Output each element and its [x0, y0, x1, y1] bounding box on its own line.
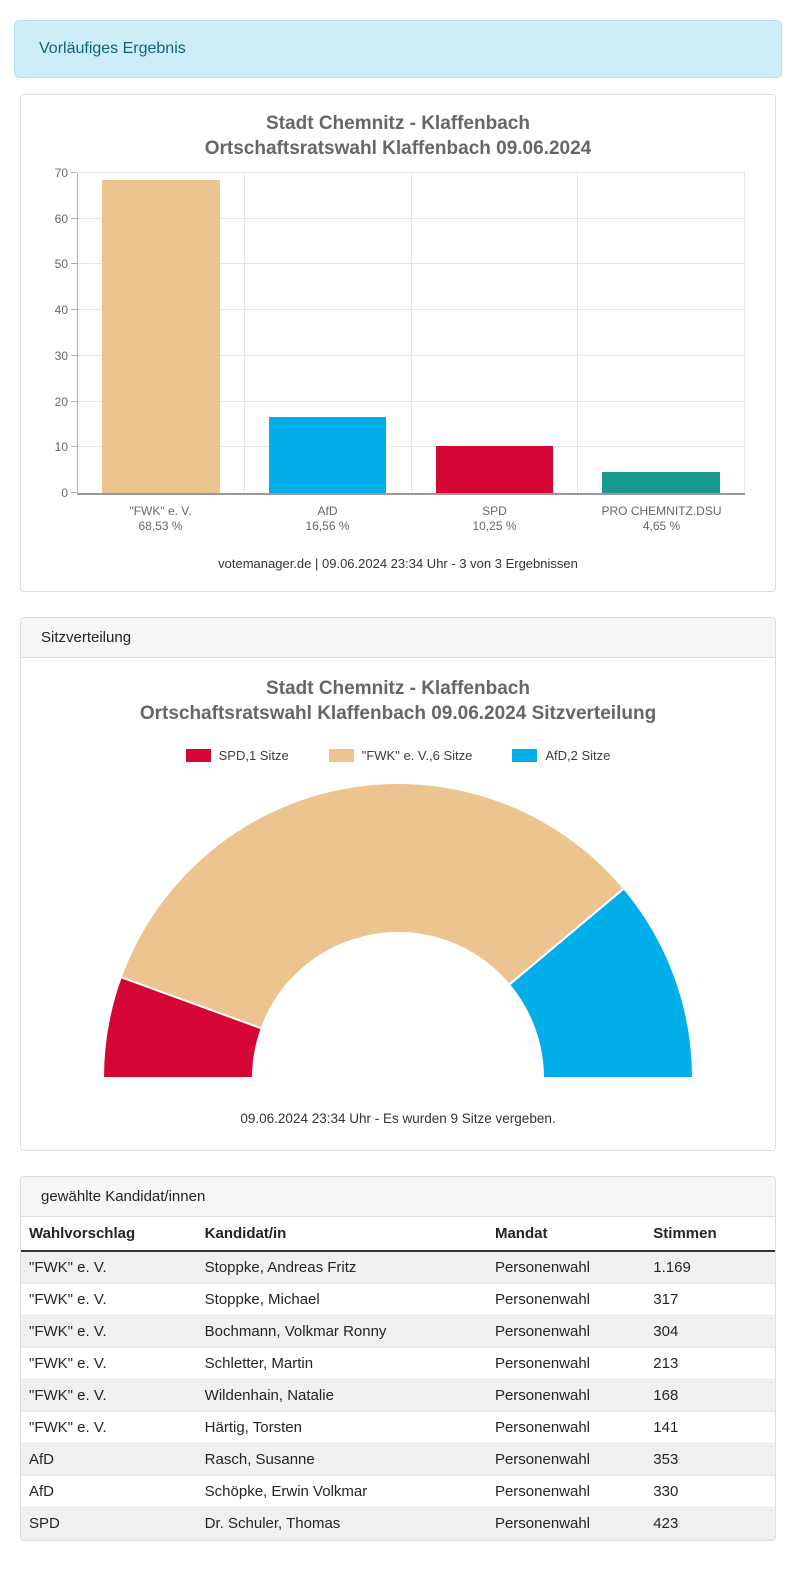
bar-category-cell [578, 173, 745, 493]
cell-mandat: Personenwahl [487, 1348, 645, 1380]
table-row [21, 1380, 775, 1412]
bar-chart-panel [20, 94, 776, 592]
bar-spd [436, 446, 554, 493]
x-axis-category-label [77, 504, 244, 534]
legend-label: SPD,1 Sitze [218, 748, 289, 763]
candidates-panel [20, 1176, 776, 1541]
cell-wahlvorschlag: AfD [21, 1444, 197, 1476]
x-axis-labels [77, 504, 745, 534]
y-axis-tick-label: 10 [54, 440, 68, 455]
donut-chart-legend [21, 748, 775, 763]
cell-mandat: Personenwahl [487, 1476, 645, 1508]
cell-mandat: Personenwahl [487, 1380, 645, 1412]
legend-swatch-spd [186, 749, 211, 762]
category-percent: 4,65 % [642, 519, 681, 533]
category-name: "FWK" e. V. [129, 504, 192, 518]
legend-label: "FWK" e. V.,6 Sitze [361, 748, 473, 763]
x-axis-category-label [411, 504, 578, 534]
cell-wahlvorschlag: SPD [21, 1508, 197, 1540]
bar-chart-caption: votemanager.de | 09.06.2024 23:34 Uhr - 3 von 3 Ergebnissen [218, 556, 578, 571]
y-axis-tick-mark [71, 401, 77, 402]
cell-kandidat-in: Bochmann, Volkmar Ronny [197, 1316, 487, 1348]
column-header-stimmen: Stimmen [645, 1217, 775, 1251]
candidates-panel-header: gewählte Kandidat/innen [21, 1177, 775, 1217]
y-axis-tick-label: 70 [54, 166, 68, 180]
bar-category-cell [412, 173, 579, 493]
cell-wahlvorschlag: AfD [21, 1476, 197, 1508]
y-axis-tick-label: 50 [54, 257, 68, 272]
cell-kandidat-in: Schöpke, Erwin Volkmar [197, 1476, 487, 1508]
cell-mandat: Personenwahl [487, 1508, 645, 1540]
seat-panel-body [21, 658, 775, 1150]
category-percent: 16,56 % [305, 519, 350, 533]
cell-kandidat-in: Wildenhain, Natalie [197, 1380, 487, 1412]
table-row [21, 1508, 775, 1540]
result-status-banner [14, 20, 782, 78]
y-axis-tick-label: 30 [54, 348, 68, 363]
table-row [21, 1412, 775, 1444]
cell-stimmen: 213 [645, 1348, 775, 1380]
candidates-table [21, 1217, 775, 1540]
cell-stimmen: 304 [645, 1316, 775, 1348]
legend-item-afd [512, 748, 610, 763]
table-row [21, 1316, 775, 1348]
bar-category-cell [78, 173, 245, 493]
y-axis-tick-label: 60 [54, 211, 68, 226]
legend-item-spd [186, 748, 289, 763]
category-percent: 10,25 % [472, 519, 517, 533]
cell-mandat: Personenwahl [487, 1316, 645, 1348]
cell-mandat: Personenwahl [487, 1251, 645, 1284]
cell-stimmen: 141 [645, 1412, 775, 1444]
cell-wahlvorschlag: "FWK" e. V. [21, 1412, 197, 1444]
cell-stimmen: 1.169 [645, 1251, 775, 1284]
cell-kandidat-in: Dr. Schuler, Thomas [197, 1508, 487, 1540]
cell-kandidat-in: Rasch, Susanne [197, 1444, 487, 1476]
y-axis-tick-mark [71, 263, 77, 264]
y-axis-tick-label: 0 [61, 486, 68, 500]
cell-stimmen: 168 [645, 1380, 775, 1412]
cell-stimmen: 353 [645, 1444, 775, 1476]
legend-swatch-fwk-e-v [329, 749, 354, 762]
seat-panel-header: Sitzverteilung [21, 618, 775, 658]
donut-chart-title: Stadt Chemnitz - Klaffenbach [266, 678, 530, 699]
bar-chart-plot-area [54, 166, 745, 500]
result-status-text: Vorläufiges Ergebnis [39, 40, 186, 57]
category-name: PRO CHEMNITZ.DSU [601, 504, 722, 518]
column-header-wahlvorschlag: Wahlvorschlag [21, 1217, 197, 1251]
cell-mandat: Personenwahl [487, 1444, 645, 1476]
bar-cells [78, 173, 745, 493]
table-row [21, 1444, 775, 1476]
seat-distribution-panel [20, 617, 776, 1151]
cell-stimmen: 423 [645, 1508, 775, 1540]
y-axis-tick-mark [71, 492, 77, 493]
table-row [21, 1476, 775, 1508]
column-header-mandat: Mandat [487, 1217, 645, 1251]
x-axis-category-label [244, 504, 411, 534]
table-row [21, 1251, 775, 1284]
column-header-kandidat: Kandidat/in [197, 1217, 487, 1251]
cell-wahlvorschlag: "FWK" e. V. [21, 1348, 197, 1380]
cell-mandat: Personenwahl [487, 1412, 645, 1444]
category-name: SPD [482, 504, 507, 518]
cell-kandidat-in: Stoppke, Andreas Fritz [197, 1251, 487, 1284]
y-axis-tick-mark [71, 218, 77, 219]
donut-chart-caption: 09.06.2024 23:34 Uhr - Es wurden 9 Sitze vergeben. [240, 1111, 556, 1126]
y-axis-tick-mark [71, 355, 77, 356]
category-percent: 68,53 % [138, 519, 183, 533]
half-donut-svg [98, 773, 698, 1083]
donut-chart-subtitle: Ortschaftsratswahl Klaffenbach 09.06.2024 Sitzverteilung [139, 703, 657, 724]
y-axis-tick-mark [71, 309, 77, 310]
bar-chart-subtitle: Ortschaftsratswahl Klaffenbach 09.06.2024 [204, 138, 592, 159]
bar-fwk-e-v [102, 180, 220, 493]
cell-stimmen: 330 [645, 1476, 775, 1508]
cell-kandidat-in: Härtig, Torsten [197, 1412, 487, 1444]
legend-swatch-afd [512, 749, 537, 762]
cell-wahlvorschlag: "FWK" e. V. [21, 1380, 197, 1412]
y-axis-tick-label: 40 [54, 303, 68, 318]
cell-wahlvorschlag: "FWK" e. V. [21, 1251, 197, 1284]
bar-pro-chemnitz-dsu [602, 472, 720, 493]
table-row [21, 1284, 775, 1316]
table-header-row [21, 1217, 775, 1251]
bar-afd [269, 417, 387, 493]
y-axis-tick-label: 20 [54, 394, 68, 409]
table-row [21, 1348, 775, 1380]
cell-kandidat-in: Schletter, Martin [197, 1348, 487, 1380]
donut-chart [21, 773, 775, 1083]
cell-wahlvorschlag: "FWK" e. V. [21, 1316, 197, 1348]
cell-kandidat-in: Stoppke, Michael [197, 1284, 487, 1316]
x-axis-category-label [578, 504, 745, 534]
y-axis-tick-mark [71, 172, 77, 173]
bar-category-cell [245, 173, 412, 493]
cell-stimmen: 317 [645, 1284, 775, 1316]
category-name: AfD [317, 504, 338, 518]
cell-wahlvorschlag: "FWK" e. V. [21, 1284, 197, 1316]
y-axis-tick-mark [71, 446, 77, 447]
legend-item-fwk-e-v [329, 748, 473, 763]
legend-label: AfD,2 Sitze [545, 748, 611, 763]
cell-mandat: Personenwahl [487, 1284, 645, 1316]
bar-chart-title: Stadt Chemnitz - Klaffenbach [266, 113, 530, 134]
